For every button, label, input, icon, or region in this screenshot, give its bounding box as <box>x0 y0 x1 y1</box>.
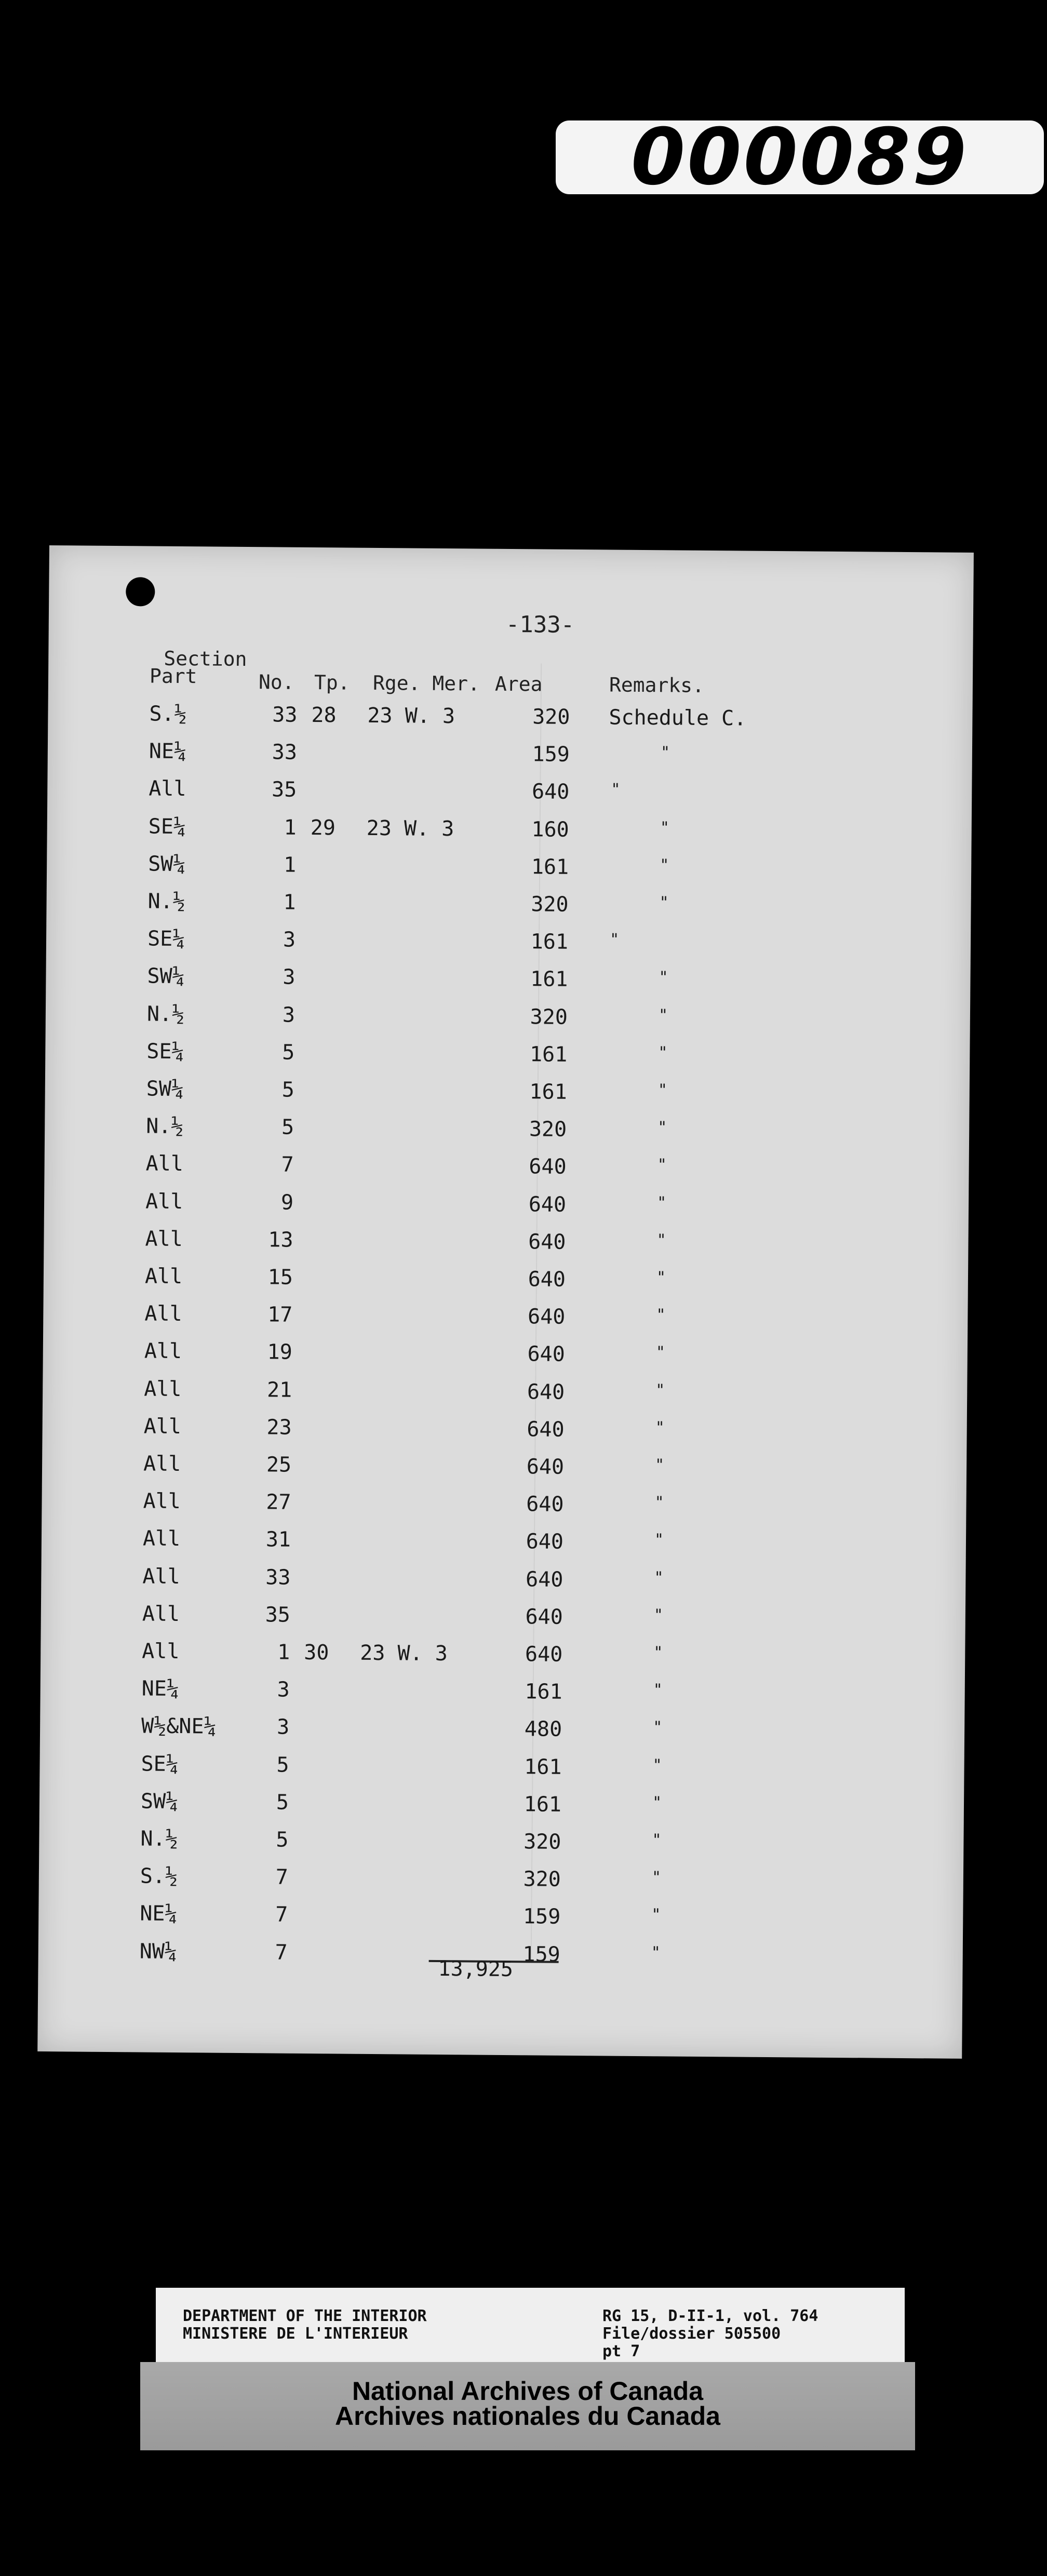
cell-section-no: 1 <box>283 890 296 915</box>
cell-remarks: " <box>652 1755 662 1774</box>
cell-remarks: " <box>652 1831 662 1849</box>
cell-area: 161 <box>524 1754 562 1779</box>
cell-remarks: " <box>653 1643 663 1662</box>
cell-area: 159 <box>522 1942 560 1967</box>
department-french: MINISTERE DE L'INTERIEUR <box>183 2325 408 2343</box>
cell-section-no: 3 <box>283 928 296 952</box>
table-row <box>40 1676 964 1714</box>
table-row <box>44 1226 968 1265</box>
cell-part: All <box>145 1189 183 1214</box>
page-number: -133- <box>505 611 575 638</box>
cell-area: 161 <box>531 855 569 879</box>
cell-part: All <box>144 1339 182 1364</box>
table-row <box>39 1863 963 1902</box>
cell-section-no: 5 <box>276 1828 289 1852</box>
table-row <box>45 1076 970 1115</box>
cell-remarks: " <box>653 1681 663 1699</box>
table-row <box>48 739 972 777</box>
table-row <box>39 1751 964 1790</box>
punch-hole <box>126 577 155 606</box>
cell-part: All <box>142 1602 180 1626</box>
cell-area: 320 <box>523 1830 561 1854</box>
table-row <box>42 1451 967 1490</box>
cell-remarks: " <box>656 1193 667 1212</box>
cell-area: 640 <box>526 1492 564 1517</box>
table-row <box>43 1338 968 1377</box>
cell-area: 159 <box>532 742 570 767</box>
cell-remarks: " <box>655 1418 665 1437</box>
table-row <box>47 851 971 890</box>
file-part: pt 7 <box>602 2342 640 2360</box>
table-row <box>38 1901 963 1939</box>
cell-area: 640 <box>531 780 570 804</box>
cell-part: All <box>144 1302 182 1326</box>
cell-section-no: 33 <box>272 740 298 764</box>
cell-section-no: 1 <box>277 1640 290 1665</box>
cell-range-meridian: 23 W. 3 <box>366 816 454 841</box>
table-row <box>47 814 971 852</box>
cell-remarks: " <box>653 1718 663 1737</box>
cell-remarks: " <box>651 1906 661 1924</box>
cell-remarks: " <box>654 1493 664 1512</box>
cell-area: 320 <box>532 705 570 729</box>
table-row <box>46 926 971 964</box>
cell-remarks: " <box>655 1380 665 1399</box>
cell-section-no: 7 <box>275 1865 289 1889</box>
ledger-sheet <box>37 545 974 2059</box>
archive-banner <box>140 2362 915 2450</box>
cell-part: SW¼ <box>148 852 186 876</box>
table-row <box>42 1526 966 1564</box>
cell-section-no: 5 <box>276 1790 289 1815</box>
cell-part: NE¼ <box>149 739 187 764</box>
cell-section-no: 27 <box>266 1490 291 1514</box>
cell-township: 30 <box>304 1640 329 1665</box>
cell-part: SE¼ <box>141 1752 179 1776</box>
cell-area: 640 <box>527 1379 565 1404</box>
cell-part: All <box>143 1414 182 1439</box>
cell-area: 640 <box>527 1305 566 1330</box>
cell-section-no: 3 <box>282 1003 296 1027</box>
archive-reference-label <box>156 2288 905 2366</box>
archive-name-english: National Archives of Canada <box>352 2377 704 2406</box>
cell-remarks: " <box>660 743 670 762</box>
table-row <box>39 1789 964 1827</box>
cell-remarks: " <box>660 818 669 837</box>
cell-area: 160 <box>531 817 569 842</box>
cell-section-no: 23 <box>266 1415 292 1440</box>
header-no: No. <box>258 670 294 694</box>
cell-remarks: " <box>651 1943 661 1962</box>
cell-section-no: 7 <box>275 1940 288 1965</box>
cell-part: SW¼ <box>140 1789 179 1814</box>
cell-remarks: " <box>658 1043 668 1062</box>
cell-remarks: " <box>654 1456 665 1474</box>
cell-remarks: " <box>611 780 621 799</box>
cell-remarks: " <box>659 893 669 912</box>
cell-part: W½&NE¼ <box>141 1714 217 1739</box>
cell-range-meridian: 23 W. 3 <box>360 1641 448 1666</box>
record-group-reference: RG 15, D-II-1, vol. 764 <box>602 2307 818 2325</box>
cell-section-no: 15 <box>267 1265 293 1290</box>
total-area: 13,925 <box>438 1956 514 1982</box>
table-row <box>41 1601 965 1640</box>
cell-section-no: 9 <box>280 1190 294 1215</box>
table-row <box>41 1564 965 1602</box>
cell-part: All <box>145 1151 184 1176</box>
table-row <box>46 889 971 927</box>
cell-section-no: 1 <box>284 815 297 840</box>
table-row <box>42 1414 967 1452</box>
cell-area: 640 <box>528 1192 567 1217</box>
cell-section-no: 21 <box>266 1377 292 1402</box>
cell-part: NE¼ <box>140 1901 178 1926</box>
cell-area: 161 <box>530 967 568 992</box>
cell-section-no: 7 <box>275 1902 288 1927</box>
cell-remarks: " <box>651 1868 662 1887</box>
cell-area: 161 <box>529 1042 568 1067</box>
cell-part: S.½ <box>140 1864 178 1889</box>
header-remarks: Remarks. <box>609 673 705 697</box>
cell-part: SW¼ <box>146 1077 184 1102</box>
cell-area: 640 <box>526 1455 565 1479</box>
cell-area: 480 <box>524 1717 562 1742</box>
table-row <box>43 1301 968 1339</box>
department-english: DEPARTMENT OF THE INTERIOR <box>183 2307 427 2325</box>
cell-remarks: " <box>609 930 620 949</box>
frame-number: 000089 <box>556 120 1044 194</box>
cell-part: N.½ <box>147 889 186 914</box>
cell-area: 159 <box>522 1904 561 1929</box>
cell-part: S.½ <box>149 702 187 727</box>
cell-part: SW¼ <box>147 964 185 989</box>
cell-section-no: 7 <box>281 1152 294 1177</box>
header-part: Part <box>149 664 197 688</box>
cell-section-no: 33 <box>265 1565 291 1590</box>
cell-remarks: " <box>656 1306 666 1324</box>
cell-remarks: " <box>656 1268 666 1287</box>
cell-area: 640 <box>526 1530 564 1554</box>
cell-remarks: " <box>656 1231 666 1250</box>
cell-area: 640 <box>528 1267 566 1292</box>
cell-section-no: 3 <box>276 1715 290 1740</box>
cell-area: 320 <box>523 1867 561 1892</box>
cell-remarks: " <box>659 968 668 987</box>
cell-area: 161 <box>525 1680 562 1705</box>
cell-remarks: " <box>654 1531 664 1549</box>
table-row <box>41 1639 965 1677</box>
cell-section-no: 35 <box>265 1603 291 1627</box>
cell-part: All <box>149 776 186 801</box>
cell-remarks: " <box>657 1118 667 1137</box>
table-row <box>44 1189 969 1227</box>
cell-part: All <box>143 1489 181 1514</box>
header-rge-mer: Rge. Mer. <box>372 671 480 695</box>
cell-area: 640 <box>528 1230 566 1254</box>
cell-area: 320 <box>530 1004 568 1029</box>
cell-part: N.½ <box>140 1827 178 1852</box>
header-section: Section <box>164 647 247 670</box>
cell-section-no: 17 <box>267 1303 293 1327</box>
cell-township: 29 <box>310 815 336 840</box>
table-row <box>46 963 970 1002</box>
cell-range-meridian: 23 W. 3 <box>367 703 455 729</box>
cell-part: All <box>143 1452 181 1477</box>
cell-section-no: 31 <box>265 1527 291 1552</box>
cell-section-no: 3 <box>277 1678 290 1702</box>
cell-section-no: 35 <box>271 777 297 802</box>
cell-part: N.½ <box>146 1114 184 1139</box>
cell-area: 640 <box>529 1155 567 1179</box>
cell-remarks: " <box>657 1156 667 1174</box>
cell-part: NE¼ <box>141 1676 180 1701</box>
cell-part: All <box>142 1526 181 1551</box>
cell-area: 640 <box>525 1605 563 1629</box>
table-row <box>48 701 972 740</box>
cell-part: N.½ <box>146 1002 185 1026</box>
cell-township: 28 <box>311 703 337 728</box>
cell-area: 640 <box>525 1642 563 1667</box>
table-row <box>47 776 972 814</box>
cell-remarks: " <box>658 1005 668 1024</box>
cell-section-no: 19 <box>267 1340 292 1365</box>
header-tp: Tp. <box>314 671 350 694</box>
cell-area: 640 <box>527 1342 565 1367</box>
table-row <box>44 1264 968 1302</box>
cell-section-no: 25 <box>266 1453 292 1477</box>
cell-part: All <box>142 1639 180 1664</box>
cell-section-no: 33 <box>272 703 298 727</box>
cell-part: NW¼ <box>139 1939 178 1964</box>
cell-area: 640 <box>527 1417 565 1442</box>
cell-section-no: 5 <box>276 1753 289 1777</box>
cell-remarks: " <box>653 1606 664 1625</box>
table-row <box>39 1826 963 1864</box>
cell-part: All <box>144 1377 182 1401</box>
cell-area: 161 <box>530 930 569 955</box>
cell-part: SE¼ <box>146 1039 184 1064</box>
cell-section-no: 5 <box>281 1115 294 1139</box>
table-row <box>40 1713 964 1752</box>
cell-section-no: 1 <box>283 853 297 877</box>
cell-part: SE¼ <box>147 927 185 951</box>
cell-section-no: 3 <box>283 965 296 990</box>
cell-remarks: " <box>660 856 669 875</box>
cell-part: SE¼ <box>148 814 186 839</box>
cell-part: All <box>142 1564 180 1589</box>
cell-remarks: " <box>654 1568 664 1587</box>
cell-area: 320 <box>529 1117 567 1142</box>
cell-section-no: 5 <box>282 1040 295 1065</box>
table-row <box>45 1039 970 1077</box>
cell-section-no: 13 <box>268 1228 293 1252</box>
cell-area: 640 <box>525 1567 563 1592</box>
table-row <box>43 1376 967 1415</box>
table-row <box>42 1488 966 1527</box>
cell-remarks: " <box>655 1343 666 1362</box>
file-number: File/dossier 505500 <box>602 2325 781 2343</box>
table-row <box>44 1151 969 1189</box>
cell-section-no: 5 <box>281 1078 294 1102</box>
archive-name-french: Archives nationales du Canada <box>335 2401 720 2431</box>
header-area: Area <box>494 672 543 696</box>
table-row <box>45 1113 969 1152</box>
cell-part: All <box>145 1227 183 1251</box>
cell-area: 161 <box>524 1792 562 1817</box>
cell-part: All <box>144 1264 183 1289</box>
cell-remarks: " <box>657 1081 667 1099</box>
cell-remarks: " <box>652 1793 662 1812</box>
cell-remarks: Schedule C. <box>609 705 747 731</box>
cell-area: 161 <box>529 1080 567 1104</box>
cell-area: 320 <box>531 892 569 917</box>
table-row <box>46 1001 970 1040</box>
